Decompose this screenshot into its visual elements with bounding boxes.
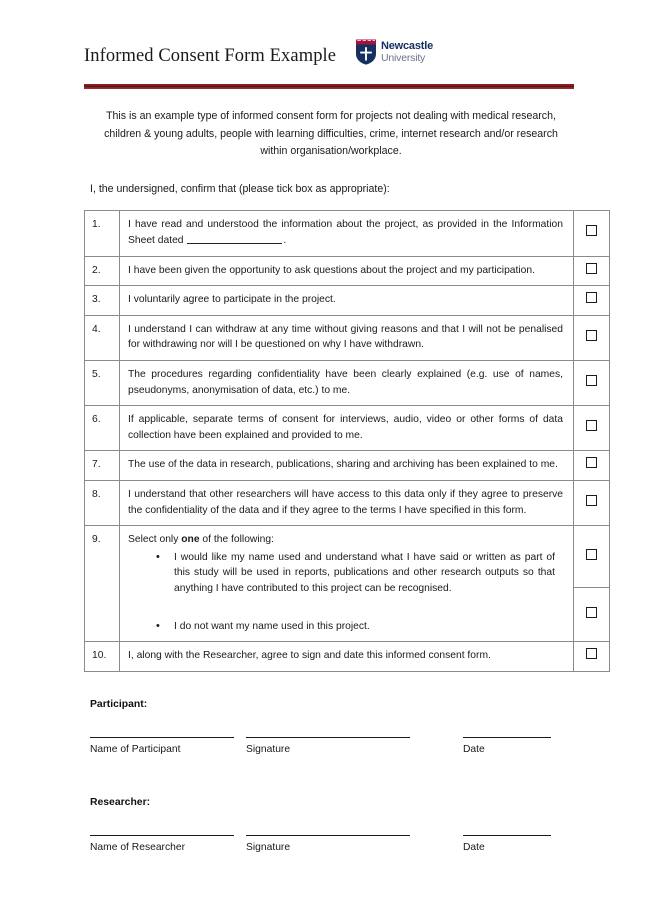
researcher-name-label: Name of Researcher	[90, 841, 185, 853]
row-checkbox-cell[interactable]	[574, 361, 610, 406]
signature-rule	[90, 737, 234, 738]
researcher-date-field[interactable]	[463, 835, 555, 855]
row-number: 8.	[85, 481, 120, 526]
checkbox-icon[interactable]	[586, 549, 597, 560]
row-number: 4.	[85, 315, 120, 360]
row-text: I, along with the Researcher, agree to sign and date this informed consent form.	[120, 642, 574, 672]
researcher-name-field[interactable]	[90, 835, 238, 855]
checkbox-icon[interactable]	[586, 225, 597, 236]
table-row	[85, 406, 610, 451]
checkbox-icon[interactable]	[586, 648, 597, 659]
row-text: If applicable, separate terms of consent for interviews, audio, video or other forms of data collection have been explained and provided to me.	[120, 406, 574, 451]
university-logo	[355, 39, 433, 65]
row-checkbox-cell[interactable]	[574, 642, 610, 672]
signature-rule	[246, 835, 410, 836]
row-checkbox-cell[interactable]	[574, 286, 610, 316]
document-header	[84, 38, 578, 78]
row-checkbox-cell[interactable]	[574, 315, 610, 360]
list-item: • I do not want my name used in this project.	[174, 619, 563, 635]
table-row	[85, 256, 610, 286]
row-number: 7.	[85, 451, 120, 481]
participant-signature-label: Signature	[246, 743, 291, 755]
participant-heading: Participant:	[90, 698, 148, 710]
table-row	[85, 526, 610, 588]
confirm-instruction: I, the undersigned, confirm that (please tick box as appropriate):	[90, 182, 390, 195]
logo-word-newcastle: Newcastle	[381, 39, 434, 52]
row-number: 3.	[85, 286, 120, 316]
row-text: I have been given the opportunity to ask questions about the project and my participation.	[120, 256, 574, 286]
researcher-signature-row	[84, 835, 578, 855]
checkbox-icon[interactable]	[586, 330, 597, 341]
checkbox-icon[interactable]	[586, 375, 597, 386]
signature-rule	[463, 737, 551, 738]
checkbox-icon[interactable]	[586, 607, 597, 618]
row-number: 10.	[85, 642, 120, 672]
list-item: • I would like my name used and understand what I have said or written as part of this study will be used in reports, publications and other research outputs so that anything I have contributed to this project can be recognised.	[174, 550, 563, 597]
row-checkbox-cell[interactable]	[574, 451, 610, 481]
participant-signature-row	[84, 737, 578, 757]
row-text-after: .	[283, 235, 287, 247]
date-blank-field[interactable]	[187, 232, 282, 244]
row-number: 2.	[85, 256, 120, 286]
table-row	[85, 642, 610, 672]
checkbox-icon[interactable]	[586, 495, 597, 506]
row-text-before: I have read and understood the information about the project, as provided in the Information Sheet dated	[128, 218, 563, 247]
checkbox-icon[interactable]	[586, 263, 597, 274]
row-number: 1.	[85, 210, 120, 256]
row-number: 6.	[85, 406, 120, 451]
row-checkbox-cell-option-2[interactable]	[574, 588, 610, 642]
row-text	[120, 526, 574, 642]
table-row	[85, 361, 610, 406]
row-checkbox-cell[interactable]	[574, 481, 610, 526]
row-text: I understand I can withdraw at any time without giving reasons and that I will not be penalised for withdrawing nor will I be questioned on why I have withdrawn.	[120, 315, 574, 360]
intro-paragraph: This is an example type of informed consent form for projects not dealing with medical research, children & young adults, people with learning difficulties, crime, internet research and/or research within organisation/workplace.	[104, 110, 558, 157]
row9-lead-bold: one	[181, 534, 200, 546]
row-text: The use of the data in research, publications, sharing and archiving has been explained to me.	[120, 451, 574, 481]
row-checkbox-cell[interactable]	[574, 256, 610, 286]
participant-date-field[interactable]	[463, 737, 555, 757]
row-checkbox-cell[interactable]	[574, 210, 610, 256]
logo-word-university: University	[381, 51, 426, 64]
participant-name-label: Name of Participant	[90, 743, 181, 755]
participant-signature-block	[84, 699, 578, 757]
row9-lead-after: of the following:	[199, 534, 274, 546]
researcher-date-label: Date	[463, 841, 485, 853]
logo-wordmark	[381, 41, 433, 64]
participant-signature-field[interactable]	[246, 737, 428, 757]
row9-options-list	[128, 550, 563, 634]
header-divider-rule	[84, 84, 574, 89]
signature-rule	[463, 835, 551, 836]
row9-lead-text	[128, 532, 563, 548]
row-text: The procedures regarding confidentiality have been clearly explained (e.g. use of names, pseudonyms, anonymisation of data, etc.) to me.	[120, 361, 574, 406]
newcastle-university-shield-icon	[355, 39, 377, 65]
signature-rule	[90, 835, 234, 836]
row9-lead-before: Select only	[128, 534, 182, 546]
researcher-signature-label: Signature	[246, 841, 291, 853]
checkbox-icon[interactable]	[586, 457, 597, 468]
row-text	[120, 210, 574, 256]
page-title: Informed Consent Form Example	[84, 46, 337, 66]
row-text: I understand that other researchers will have access to this data only if they agree to preserve the confidentiality of the data and if they agree to the terms I have specified in this form.	[120, 481, 574, 526]
researcher-signature-field[interactable]	[246, 835, 428, 855]
researcher-signature-block	[84, 797, 578, 855]
table-row	[85, 481, 610, 526]
checkbox-icon[interactable]	[586, 292, 597, 303]
participant-name-field[interactable]	[90, 737, 238, 757]
table-row	[85, 451, 610, 481]
row-number: 9.	[85, 526, 120, 642]
consent-items-table	[84, 210, 610, 672]
signature-rule	[246, 737, 410, 738]
table-row	[85, 286, 610, 316]
researcher-heading: Researcher:	[90, 796, 151, 808]
row-text: I voluntarily agree to participate in the project.	[120, 286, 574, 316]
row-checkbox-cell-option-1[interactable]	[574, 526, 610, 588]
row-number: 5.	[85, 361, 120, 406]
row-checkbox-cell[interactable]	[574, 406, 610, 451]
checkbox-icon[interactable]	[586, 420, 597, 431]
table-row	[85, 315, 610, 360]
participant-date-label: Date	[463, 743, 485, 755]
table-row	[85, 210, 610, 256]
